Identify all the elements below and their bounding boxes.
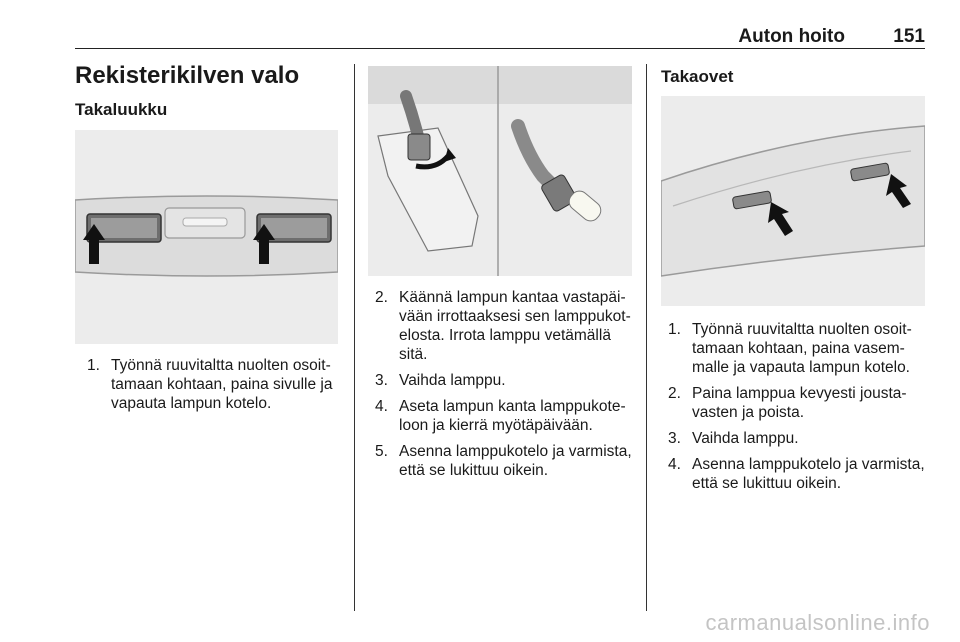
step-number: 1. (87, 357, 100, 374)
list-item (375, 288, 639, 364)
step-text: Vaihda lamppu. (692, 430, 799, 447)
lamp-socket-illustration (368, 66, 632, 276)
step-number: 4. (668, 456, 681, 473)
step-text: Asenna lamppukotelo ja varmista, että se lukittuu oikein. (692, 456, 925, 492)
running-header-section: Auton hoito (738, 26, 845, 47)
step-number: 2. (375, 289, 388, 306)
list-item (668, 429, 932, 448)
list-item (668, 455, 932, 493)
subsection-rear-doors: Takaovet (661, 67, 734, 86)
list-item (668, 320, 932, 377)
rear-doors-illustration (661, 96, 925, 306)
step-text: Vaihda lamppu. (399, 372, 506, 389)
subsection-tailgate: Takaluukku (75, 100, 168, 119)
step-text: Työnnä ruuvitaltta nuolten osoittamaan kohtaan, paina sivulle ja vapauta lampun kotelo. (111, 357, 333, 412)
list-item (375, 397, 639, 435)
list-item (668, 384, 932, 422)
step-text: Aseta lampun kanta lamppukoteloon ja kierrä myötäpäivään. (399, 398, 626, 434)
step-number: 3. (375, 372, 388, 389)
step-number: 2. (668, 385, 681, 402)
page-header (75, 22, 925, 49)
right-steps-list (668, 320, 932, 500)
step-number: 4. (375, 398, 388, 415)
step-text: Käännä lampun kantaa vastapäivään irrottaaksesi sen lamppukotelosta. Irrota lamppu vetämällä sitä. (399, 289, 631, 363)
step-number: 1. (668, 321, 681, 338)
rear-doors-figure (661, 96, 925, 306)
list-item (375, 442, 639, 480)
step-number: 3. (668, 430, 681, 447)
column-divider-right (646, 64, 647, 611)
list-item (87, 356, 339, 413)
step-text: Asenna lamppukotelo ja varmista, että se lukittuu oikein. (399, 443, 632, 479)
section-title: Rekisterikilven valo (75, 62, 300, 89)
page-number: 151 (893, 26, 925, 47)
middle-steps-list (375, 288, 639, 487)
left-steps-list (87, 356, 339, 420)
tailgate-illustration (75, 130, 338, 344)
lamp-socket-figure (368, 66, 632, 276)
step-number: 5. (375, 443, 388, 460)
tailgate-figure (75, 130, 338, 344)
list-item (375, 371, 639, 390)
column-divider-left (354, 64, 355, 611)
step-text: Paina lamppua kevyesti joustavasten ja poista. (692, 385, 907, 421)
step-text: Työnnä ruuvitaltta nuolten osoittamaan kohtaan, paina vasemmalle ja vapauta lampun kotelo. (692, 321, 912, 376)
watermark: carmanualsonline.info (705, 610, 930, 635)
